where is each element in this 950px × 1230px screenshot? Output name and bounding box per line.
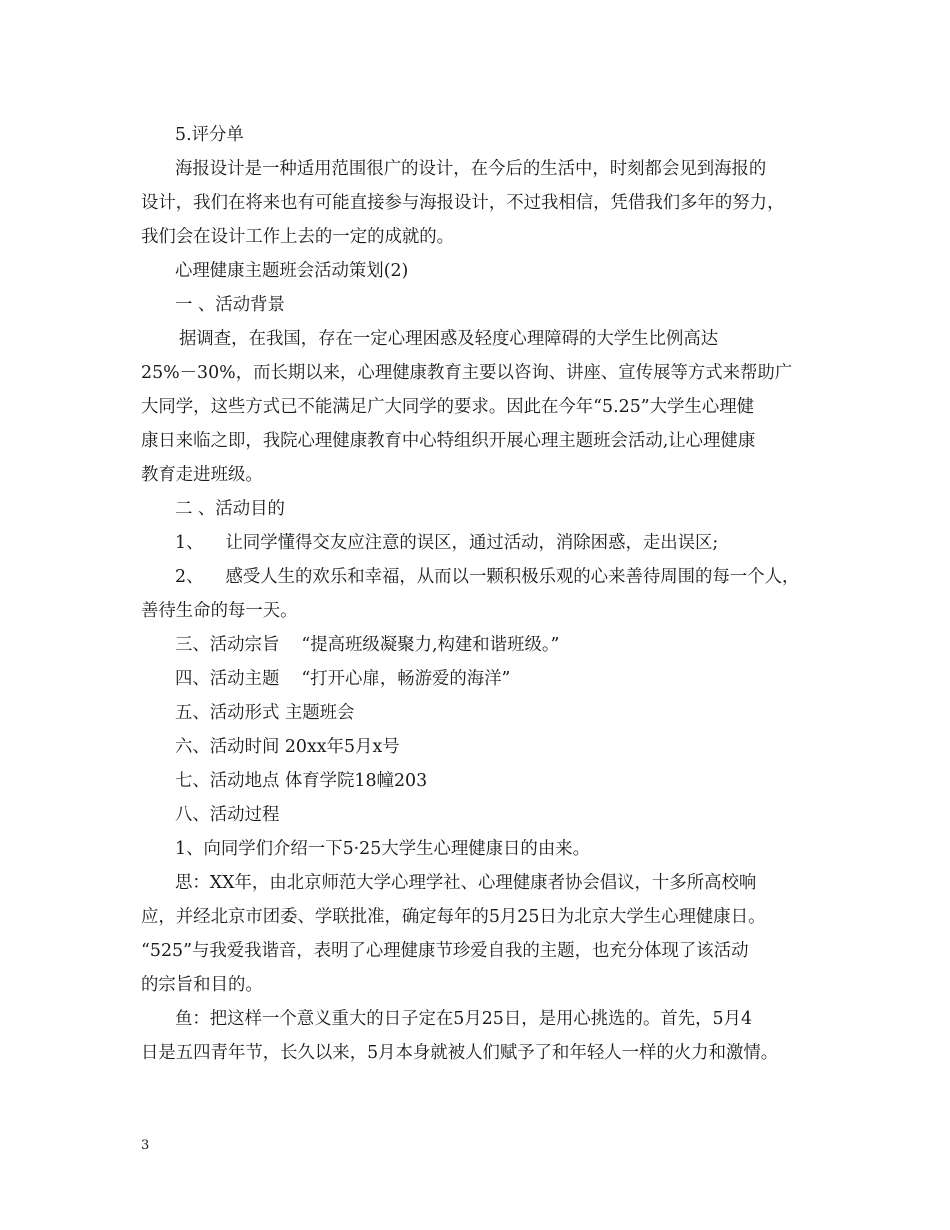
section-heading-purpose: 二 、活动目的 [175, 499, 285, 519]
section-heading-location: 七、活动地点 体育学院18幢203 [175, 771, 428, 791]
paragraph-line: 康日来临之即，我院心理健康教育中心特组织开展心理主题班会活动,让心理健康 [141, 431, 756, 451]
paragraph-line: 据调查，在我国，存在一定心理困惑及轻度心理障碍的大学生比例高达 [179, 329, 719, 349]
list-item-number: 2、 [175, 567, 204, 587]
paragraph-line: 大同学，这些方式已不能满足广大同学的要求。因此在今年“5.25”大学生心理健 [141, 397, 755, 417]
paragraph-line: 设计，我们在将来也有可能直接参与海报设计，不过我相信，凭借我们多年的努力， [141, 193, 785, 213]
paragraph-line: 的宗旨和目的。 [141, 975, 263, 995]
section-heading-process: 八、活动过程 [175, 805, 280, 825]
paragraph-line: 1、向同学们介绍一下5·25大学生心理健康日的由来。 [175, 839, 590, 859]
section-heading-time: 六、活动时间 20xx年5月x号 [175, 737, 400, 757]
list-item-text: 感受人生的欢乐和幸福，从而以一颗积极乐观的心来善待周围的每一个人， [225, 567, 800, 587]
paragraph-line: 25%－30%，而长期以来，心理健康教育主要以咨询、讲座、宣传展等方式来帮助广 [141, 363, 793, 383]
paragraph-line: 日是五四青年节，长久以来，5月本身就被人们赋予了和年轻人一样的火力和激情。 [141, 1043, 779, 1063]
list-item [141, 560, 821, 594]
document-body [141, 118, 821, 1070]
heading-value: “打开心扉，畅游爱的海洋” [301, 669, 511, 689]
paragraph-line: 应，并经北京市团委、学联批准，确定每年的5月25日为北京大学生心理健康日。 [141, 907, 766, 927]
list-item [141, 526, 821, 560]
section-heading-scoring-sheet: 5.评分单 [175, 125, 244, 145]
paragraph-line: 教育走进班级。 [141, 465, 263, 485]
paragraph-line: 善待生命的每一天。 [141, 601, 298, 621]
list-item-text: 让同学懂得交友应注意的误区，通过活动，消除困惑，走出误区; [225, 533, 719, 553]
heading-label: 三、活动宗旨 [175, 635, 280, 655]
paragraph-line: 我们会在设计工作上去的一定的成就的。 [141, 227, 455, 247]
document-subtitle: 心理健康主题班会活动策划(2) [175, 261, 409, 281]
heading-value: “提高班级凝聚力,构建和谐班级。” [301, 635, 560, 655]
list-item-number: 1、 [175, 533, 204, 553]
section-heading-format: 五、活动形式 主题班会 [175, 703, 355, 723]
paragraph-line: 思：XX年，由北京师范大学心理学社、心理健康者协会倡议，十多所高校响 [175, 873, 757, 893]
page-number: 3 [141, 1138, 150, 1153]
paragraph-line: 海报设计是一种适用范围很广的设计，在今后的生活中，时刻都会见到海报的 [175, 159, 767, 179]
section-heading-tenet [141, 628, 821, 662]
heading-label: 四、活动主题 [175, 669, 280, 689]
paragraph-line: “525”与我爱我谐音，表明了心理健康节珍爱自我的主题，也充分体现了该活动 [141, 941, 749, 961]
section-heading-background: 一 、活动背景 [175, 295, 285, 315]
paragraph-line: 鱼：把这样一个意义重大的日子定在5月25日，是用心挑选的。首先，5月4 [175, 1009, 753, 1029]
section-heading-theme [141, 662, 821, 696]
